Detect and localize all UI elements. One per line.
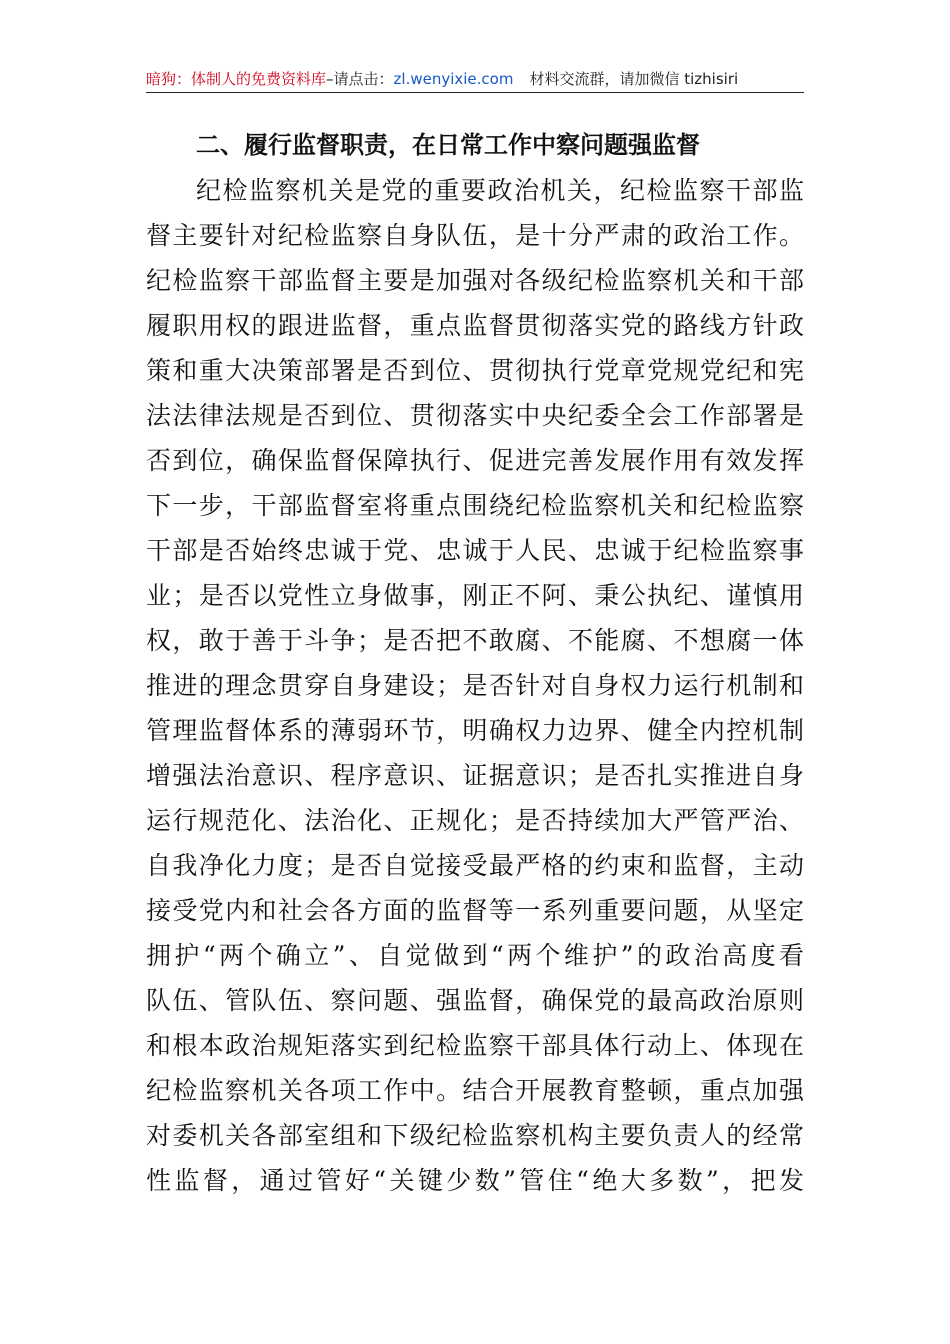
section-heading: 二、履行监督职责，在日常工作中察问题强监督 (196, 131, 700, 159)
body-line: 干部是否始终忠诚于党、忠诚于人民、忠诚于纪检监察事 (146, 536, 804, 565)
body-line: 纪检监察机关是党的重要政治机关，纪检监察干部监 (196, 176, 804, 205)
body-line: 策和重大决策部署是否到位、贯彻执行党章党规党纪和宪 (146, 356, 804, 385)
body-line: 对委机关各部室组和下级纪检监察机构主要负责人的经常 (146, 1121, 804, 1150)
body-line: 督主要针对纪检监察自身队伍，是十分严肃的政治工作。 (146, 221, 804, 250)
contact-note: 材料交流群，请加微信 tizhisiri (529, 70, 739, 88)
body-line: 否到位，确保监督保障执行、促进完善发展作用有效发挥 (146, 446, 804, 475)
body-line: 权，敢于善于斗争；是否把不敢腐、不能腐、不想腐一体 (146, 626, 804, 655)
document-body (146, 168, 804, 1203)
click-prompt: –请点击： (326, 70, 394, 88)
body-line: 拥护“两个确立”、自觉做到“两个维护”的政治高度看 (146, 941, 804, 970)
body-line: 法法律法规是否到位、贯彻落实中央纪委全会工作部署是 (146, 401, 804, 430)
body-line: 增强法治意识、程序意识、证据意识；是否扎实推进自身 (146, 761, 804, 790)
body-line: 队伍、管队伍、察问题、强监督，确保党的最高政治原则 (146, 986, 804, 1015)
body-line: 管理监督体系的薄弱环节，明确权力边界、健全内控机制 (146, 716, 804, 745)
body-line: 自我净化力度；是否自觉接受最严格的约束和监督，主动 (146, 851, 804, 880)
body-line: 纪检监察干部监督主要是加强对各级纪检监察机关和干部 (146, 266, 804, 295)
body-line: 履职用权的跟进监督，重点监督贯彻落实党的路线方针政 (146, 311, 804, 340)
body-line: 下一步，干部监督室将重点围绕纪检监察机关和纪检监察 (146, 491, 804, 520)
body-line: 推进的理念贯穿自身建设；是否针对自身权力运行机制和 (146, 671, 804, 700)
body-line: 性监督，通过管好“关键少数”管住“绝大多数”，把发 (146, 1166, 804, 1195)
site-label: 暗狗：体制人的免费资料库 (146, 70, 327, 88)
body-line: 纪检监察机关各项工作中。结合开展教育整顿，重点加强 (146, 1076, 804, 1105)
page-header (146, 66, 804, 93)
body-line: 运行规范化、法治化、正规化；是否持续加大严管严治、 (146, 806, 804, 835)
body-line: 和根本政治规矩落实到纪检监察干部具体行动上、体现在 (146, 1031, 804, 1060)
body-line: 接受党内和社会各方面的监督等一系列重要问题，从坚定 (146, 896, 804, 925)
site-url-link[interactable]: zl.wenyixie.com (393, 70, 514, 88)
body-line: 业；是否以党性立身做事，刚正不阿、秉公执纪、谨慎用 (146, 581, 804, 610)
